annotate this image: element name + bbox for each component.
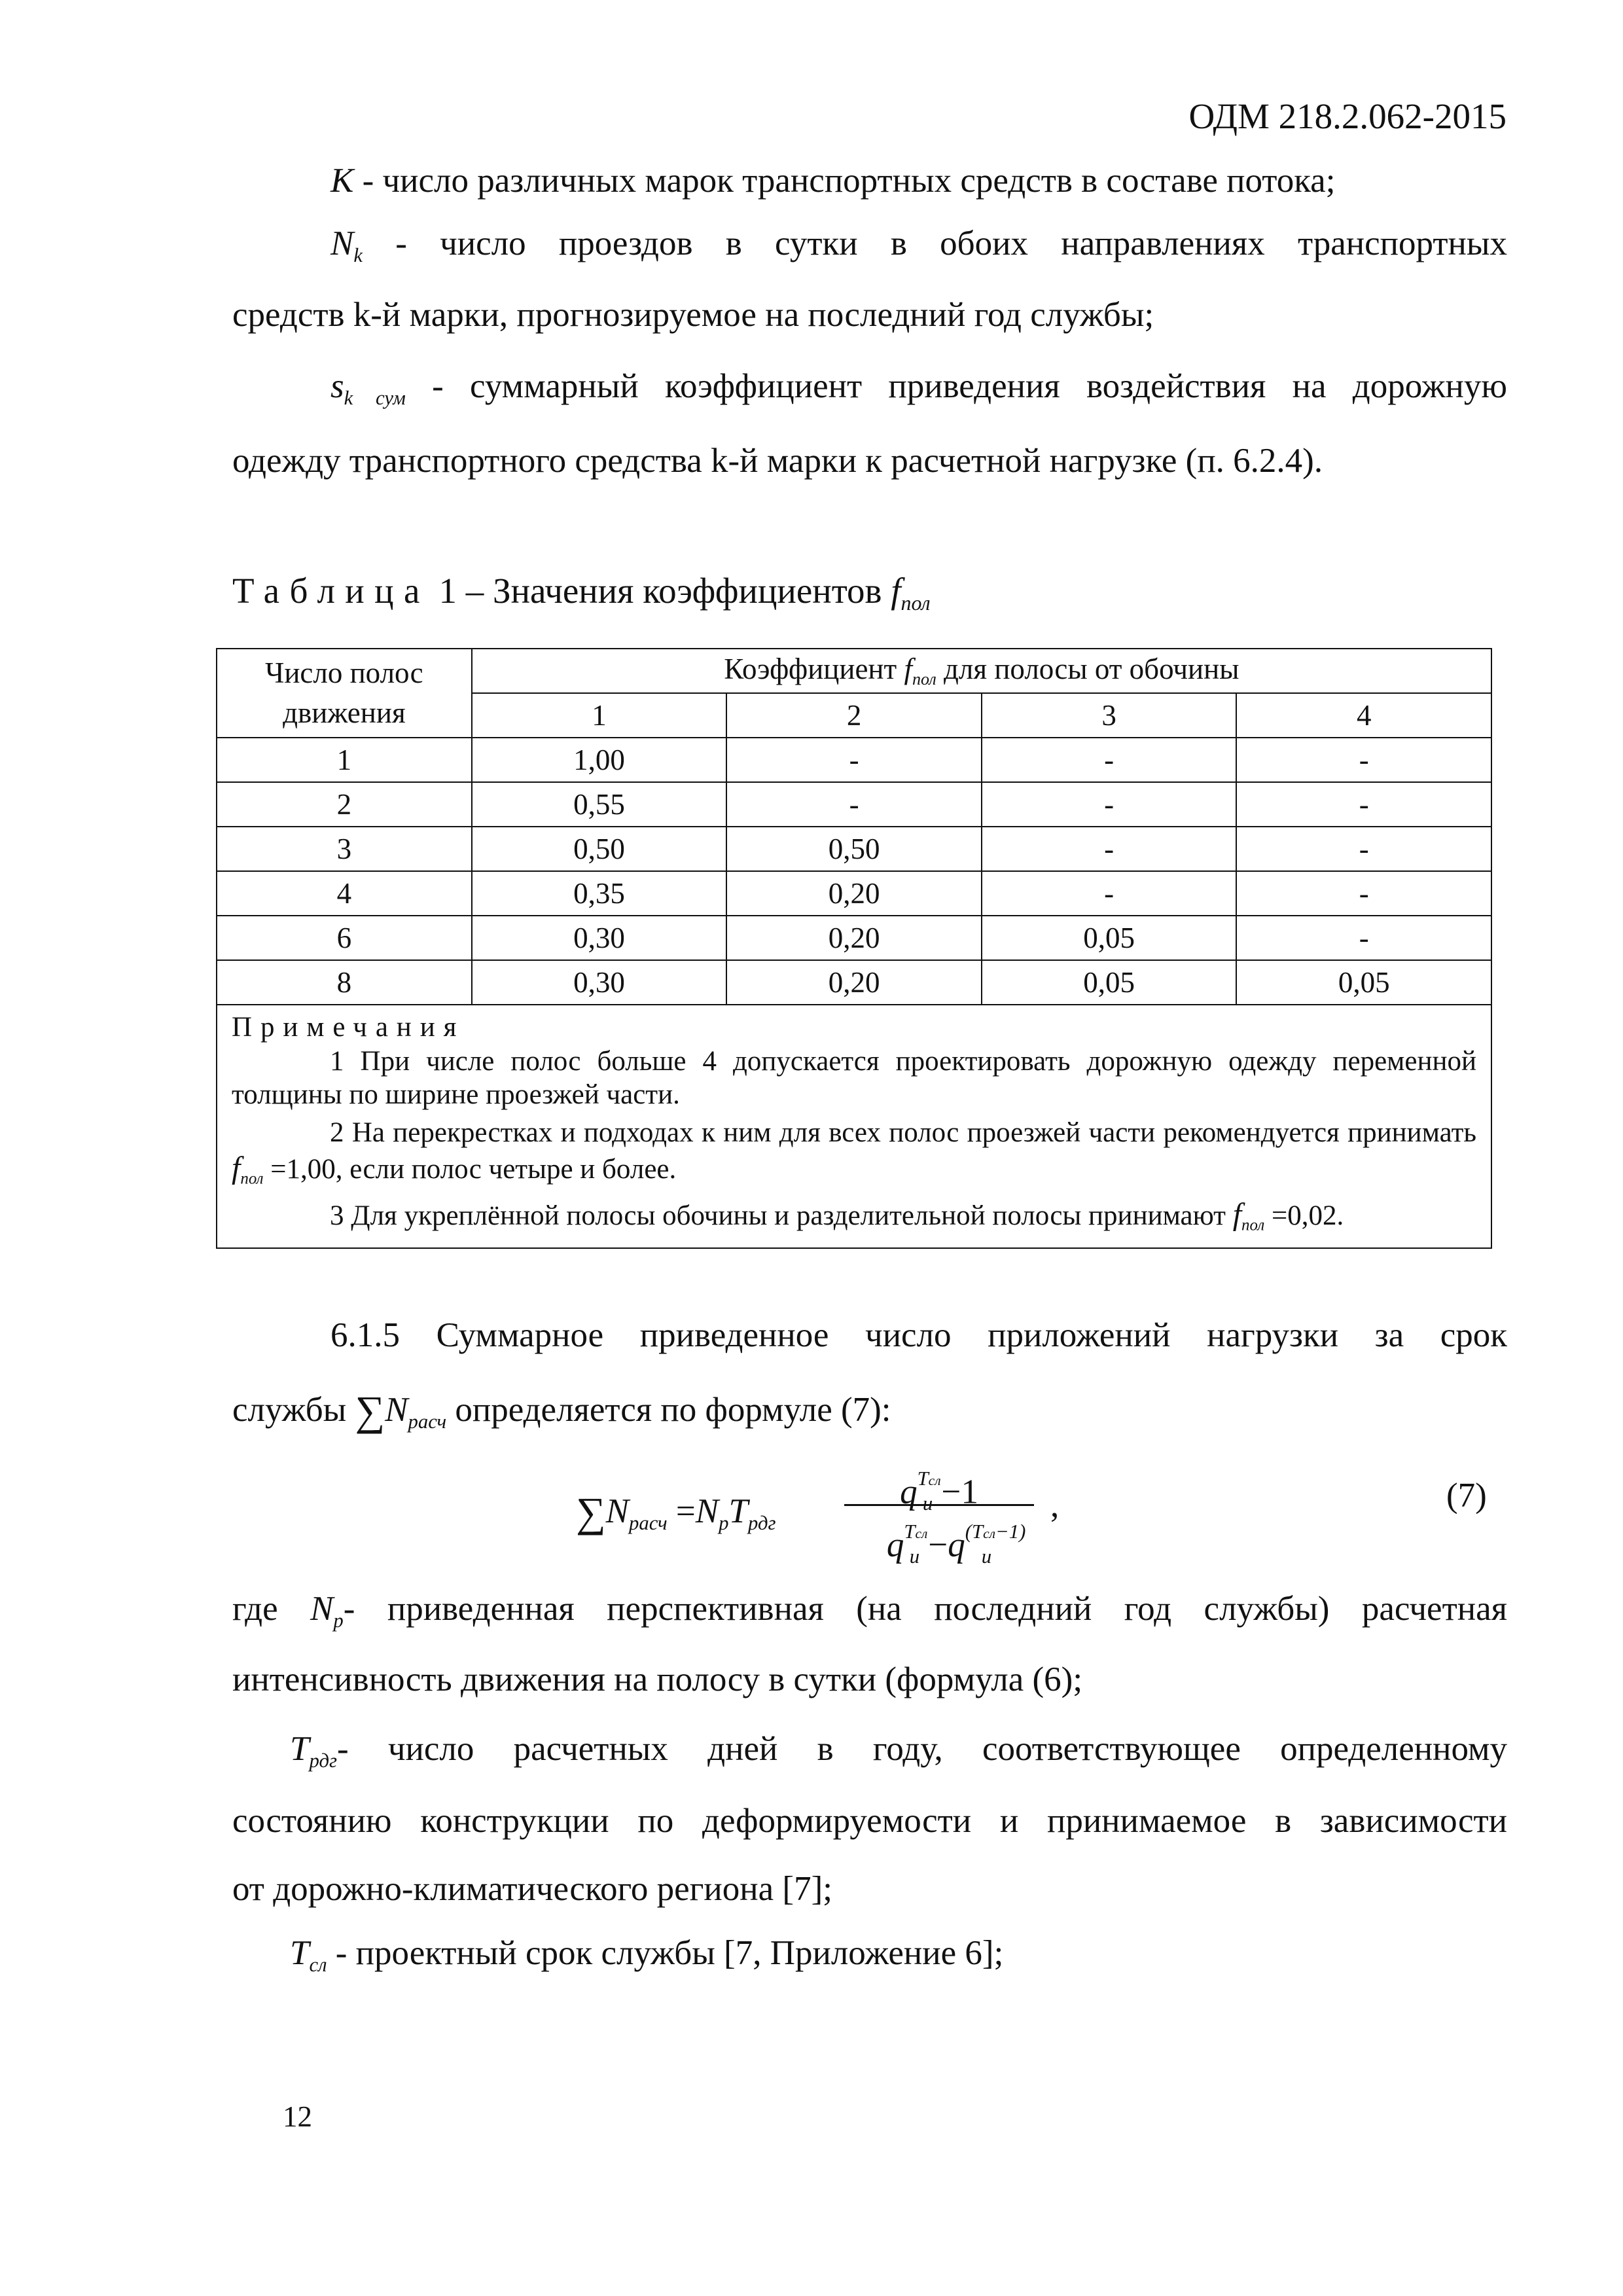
header-lane-2: 2 bbox=[726, 693, 982, 738]
num-q-sup bbox=[918, 1467, 941, 1490]
symbol-n-rasch-sub: расч bbox=[408, 1410, 447, 1433]
den-sup2-end: −1) bbox=[995, 1520, 1026, 1543]
header-lane-4: 4 bbox=[1236, 693, 1491, 738]
table-row bbox=[217, 738, 1491, 782]
symbol-s-sub: k сум bbox=[344, 386, 406, 409]
den-sup2-sl: сл bbox=[983, 1526, 996, 1541]
header-lanes: Число полос движения bbox=[217, 649, 472, 738]
header-symbol-f: f bbox=[904, 653, 912, 686]
symbol-n-rasch: N bbox=[385, 1391, 408, 1429]
formula-fraction bbox=[844, 1453, 1034, 1568]
note-3-symbol-f-sub: пол bbox=[1241, 1216, 1265, 1234]
cell: - bbox=[982, 871, 1237, 916]
note-2-symbol-f: f bbox=[232, 1151, 241, 1186]
den-q1: q bbox=[886, 1526, 904, 1564]
table-caption-word: Таблица bbox=[232, 571, 430, 611]
formula-numerator bbox=[844, 1453, 1034, 1515]
den-sup2-t: (T bbox=[965, 1520, 984, 1543]
cell: 8 bbox=[217, 960, 472, 1005]
note-2 bbox=[232, 1116, 1476, 1189]
cell: 0,30 bbox=[472, 916, 727, 960]
num-sup-t: T bbox=[917, 1467, 929, 1490]
cell: - bbox=[726, 782, 982, 827]
trdg-symbol-sub: рдг bbox=[309, 1749, 337, 1772]
cell: 0,50 bbox=[472, 827, 727, 871]
definition-k-text: - число различных марок транспортных средств в составе потока; bbox=[353, 162, 1336, 200]
note-1: 1 При числе полос больше 4 допускается проектировать дорожную одежду переменной толщины по ширине проезжей части. bbox=[232, 1045, 1476, 1111]
den-minus: − bbox=[928, 1526, 948, 1564]
page-number: 12 bbox=[283, 2100, 312, 2133]
trdg-text: - число расчетных дней в году, соответствующее определенному bbox=[336, 1730, 1507, 1768]
table-row bbox=[217, 960, 1491, 1005]
den-q1-sub: и bbox=[909, 1545, 920, 1568]
trdg-line1 bbox=[232, 1729, 1507, 1772]
notes-title: Примечания bbox=[232, 1012, 465, 1043]
where-pre: где bbox=[232, 1590, 311, 1628]
cell: - bbox=[982, 827, 1237, 871]
note-3-symbol-f: f bbox=[1232, 1197, 1242, 1232]
definition-sksum-text: - суммарный коэффициент приведения воздействия на дорожную bbox=[405, 367, 1508, 405]
note-2-symbol-f-sub: пол bbox=[240, 1170, 264, 1189]
where-np-text: - приведенная перспективная (на последний год службы) расчетная bbox=[343, 1590, 1507, 1628]
formula-n-sub: расч bbox=[628, 1511, 668, 1534]
num-q-sub: и bbox=[922, 1492, 933, 1515]
cell: - bbox=[1236, 871, 1491, 916]
symbol-n: N bbox=[330, 224, 354, 262]
definition-nk bbox=[232, 224, 1507, 267]
tsl-text: - проектный срок службы [7, Приложение 6]; bbox=[327, 1934, 1004, 1972]
cell: 3 bbox=[217, 827, 472, 871]
cell: 0,05 bbox=[982, 960, 1237, 1005]
num-one: 1 bbox=[961, 1473, 978, 1511]
tsl-symbol-t: T bbox=[290, 1934, 310, 1972]
definition-k bbox=[330, 164, 1335, 198]
definition-sksum bbox=[232, 367, 1507, 410]
cell: - bbox=[726, 738, 982, 782]
where-np-line1 bbox=[232, 1589, 1507, 1632]
symbol-k: K bbox=[330, 162, 354, 200]
cell: - bbox=[1236, 827, 1491, 871]
formula-lhs bbox=[576, 1484, 776, 1535]
den-sup-t: T bbox=[904, 1520, 916, 1543]
trdg-line2: состоянию конструкции по деформируемости и принимаемое в зависимости bbox=[232, 1802, 1507, 1840]
header-coefficient-group bbox=[472, 649, 1491, 693]
cell: 0,05 bbox=[1236, 960, 1491, 1005]
formula-sum: ∑ bbox=[576, 1489, 606, 1535]
note-3-post: =0,02. bbox=[1264, 1200, 1344, 1232]
section-para-line2-pre: службы bbox=[232, 1391, 355, 1429]
table-row bbox=[217, 871, 1491, 916]
tsl-line bbox=[290, 1936, 1003, 1975]
cell: 0,20 bbox=[726, 871, 982, 916]
den-q2-sub: и bbox=[981, 1545, 992, 1568]
cell: 0,50 bbox=[726, 827, 982, 871]
definition-nk-text: - число проездов в сутки в обоих направлениях транспортных bbox=[363, 224, 1507, 262]
formula-np: N bbox=[695, 1492, 719, 1530]
cell: 0,30 bbox=[472, 960, 727, 1005]
formula-denominator bbox=[844, 1506, 1034, 1568]
where-symbol-n-sub: p bbox=[333, 1609, 344, 1632]
formula-t: T bbox=[728, 1492, 748, 1530]
header-lane-3: 3 bbox=[982, 693, 1237, 738]
symbol-s: s bbox=[330, 367, 344, 405]
header-coefficient-post: для полосы от обочины bbox=[936, 653, 1240, 686]
document-code: ОДМ 218.2.062-2015 bbox=[1188, 96, 1507, 136]
section-para-line1-text: 6.1.5 Суммарное приведенное число приложений нагрузки за срок bbox=[330, 1316, 1507, 1354]
definition-nk-cont: средств k-й марки, прогнозируемое на последний год службы; bbox=[232, 296, 1154, 334]
where-symbol-n: N bbox=[310, 1590, 334, 1628]
cell: 0,05 bbox=[982, 916, 1237, 960]
symbol-f: f bbox=[891, 571, 901, 611]
den-sup-sl: сл bbox=[915, 1526, 928, 1541]
formula-np-sub: p bbox=[719, 1511, 729, 1534]
header-lane-1: 1 bbox=[472, 693, 727, 738]
den-q2: q bbox=[948, 1526, 965, 1564]
num-minus: − bbox=[941, 1473, 961, 1511]
formula-comma: , bbox=[1050, 1486, 1060, 1524]
tsl-symbol-sub: сл bbox=[309, 1953, 327, 1976]
definition-sksum-cont: одежду транспортного средства k-й марки к расчетной нагрузке (п. 6.2.4). bbox=[232, 442, 1323, 480]
table-row bbox=[217, 916, 1491, 960]
section-para-line1 bbox=[232, 1316, 1507, 1355]
cell: 6 bbox=[217, 916, 472, 960]
cell: - bbox=[1236, 782, 1491, 827]
num-q: q bbox=[900, 1473, 918, 1511]
cell: - bbox=[982, 782, 1237, 827]
coefficients-table bbox=[216, 648, 1492, 1249]
note-2-post: =1,00, если полос четыре и более. bbox=[263, 1154, 677, 1185]
formula-n: N bbox=[605, 1492, 629, 1530]
symbol-f-sub: пол bbox=[901, 592, 931, 615]
cell: 0,55 bbox=[472, 782, 727, 827]
note-2-pre: 2 На перекрестках и подходах к ним для всех полос проезжей части рекомендуется принимать bbox=[330, 1117, 1476, 1148]
note-3-pre: 3 Для укреплённой полосы обочины и разделительной полосы принимают bbox=[330, 1200, 1233, 1232]
den-q1-sup bbox=[904, 1520, 927, 1543]
formula-number: (7) bbox=[1446, 1477, 1487, 1515]
trdg-line3: от дорожно-климатического региона [7]; bbox=[232, 1870, 832, 1908]
cell: 1 bbox=[217, 738, 472, 782]
table-row bbox=[217, 827, 1491, 871]
table-notes bbox=[217, 1005, 1491, 1248]
section-para-line2-post: определяется по формуле (7): bbox=[446, 1391, 891, 1429]
num-sup-sl: сл bbox=[928, 1473, 941, 1488]
cell: - bbox=[982, 738, 1237, 782]
formula-t-sub: рдг bbox=[747, 1511, 776, 1534]
note-3 bbox=[232, 1196, 1476, 1236]
cell: 0,35 bbox=[472, 871, 727, 916]
header-coefficient-pre: Коэффициент bbox=[724, 653, 904, 686]
symbol-n-sub: k bbox=[353, 243, 363, 266]
cell: 1,00 bbox=[472, 738, 727, 782]
cell: - bbox=[1236, 916, 1491, 960]
cell: - bbox=[1236, 738, 1491, 782]
sum-symbol: ∑ bbox=[355, 1388, 385, 1434]
trdg-symbol-t: T bbox=[290, 1730, 310, 1768]
table-caption-rest: 1 – Значения коэффициентов bbox=[429, 571, 891, 611]
den-q2-sup bbox=[965, 1520, 1026, 1543]
where-np-line2: интенсивность движения на полосу в сутки (формула (6); bbox=[232, 1660, 1083, 1698]
header-symbol-f-sub: пол bbox=[912, 670, 936, 689]
formula-eq: = bbox=[675, 1492, 696, 1530]
cell: 4 bbox=[217, 871, 472, 916]
cell: 2 bbox=[217, 782, 472, 827]
cell: 0,20 bbox=[726, 916, 982, 960]
section-para-line2 bbox=[232, 1386, 891, 1434]
cell: 0,20 bbox=[726, 960, 982, 1005]
table-row bbox=[217, 782, 1491, 827]
table-caption bbox=[232, 573, 931, 614]
